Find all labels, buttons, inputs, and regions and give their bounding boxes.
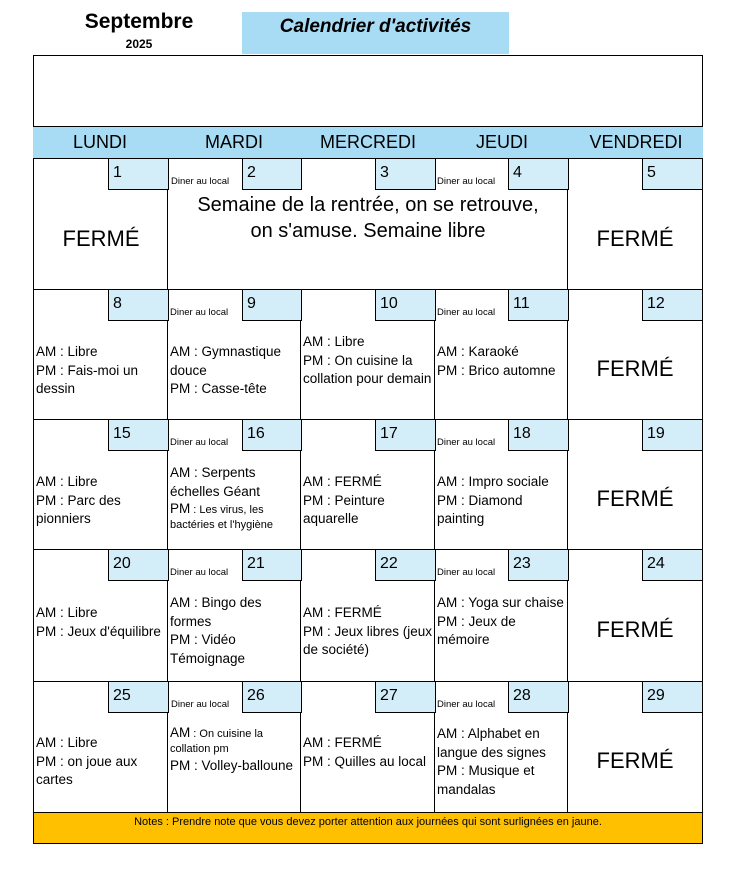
am-prefix: AM bbox=[303, 334, 324, 349]
pm-prefix: PM bbox=[437, 362, 458, 378]
calendar-title-box bbox=[242, 12, 509, 54]
day-number: 11 bbox=[508, 289, 569, 321]
am-prefix: AM bbox=[36, 605, 57, 620]
closed-label: FERMÉ bbox=[62, 226, 140, 251]
pm-activity: : Diamond painting bbox=[437, 492, 523, 526]
pm-activity: : Brico automne bbox=[457, 362, 556, 378]
am-activity: : Gymnastique douce bbox=[170, 344, 282, 378]
am-prefix: AM bbox=[170, 595, 191, 610]
pm-activity: : Parc des pionniers bbox=[36, 492, 121, 526]
am-activity: : Libre bbox=[56, 735, 98, 750]
pm-activity: : Vidéo Témoignage bbox=[170, 632, 246, 666]
weekday-header-row bbox=[33, 127, 703, 158]
am-prefix: AM bbox=[437, 474, 458, 489]
activity-text bbox=[437, 594, 565, 650]
day-number: 3 bbox=[375, 158, 436, 190]
am-prefix: AM bbox=[303, 735, 324, 750]
day-number: 12 bbox=[642, 289, 703, 321]
activity-text bbox=[437, 725, 567, 799]
weekday-wednesday: MERCREDI bbox=[319, 132, 416, 152]
day-number: 29 bbox=[642, 681, 703, 713]
pm-activity: : On cuisine la collation pour demain bbox=[303, 352, 432, 386]
pm-prefix: PM bbox=[437, 613, 458, 629]
day-number: 9 bbox=[242, 289, 302, 321]
pm-prefix: PM bbox=[303, 623, 324, 639]
am-activity: : On cuisine la collation pm bbox=[170, 728, 264, 755]
pm-activity: : Casse-tête bbox=[190, 381, 267, 396]
closed-label: FERMÉ bbox=[596, 748, 674, 773]
day-number: 17 bbox=[375, 419, 436, 451]
activity-text bbox=[437, 473, 567, 529]
weekday-friday: VENDREDI bbox=[589, 132, 683, 152]
notes-text: Notes : Prendre note que vous devez porter attention aux journées qui sont surlignées en jaune. bbox=[134, 816, 602, 828]
day-number: 1 bbox=[108, 158, 169, 190]
activity-text bbox=[170, 725, 298, 776]
am-activity: : FERMÉ bbox=[323, 735, 382, 750]
pm-prefix: PM bbox=[170, 381, 191, 396]
pm-prefix: PM bbox=[36, 492, 57, 508]
day-number: 19 bbox=[642, 419, 703, 451]
am-prefix: AM bbox=[170, 465, 191, 480]
am-prefix: AM bbox=[170, 344, 191, 359]
pm-activity: : Fais-moi un dessin bbox=[36, 362, 139, 396]
day-number: 15 bbox=[108, 419, 169, 451]
diner-label: Diner au local bbox=[437, 699, 496, 710]
activity-text bbox=[36, 734, 166, 790]
am-activity: : Bingo des formes bbox=[170, 595, 262, 629]
day-number: 2 bbox=[242, 158, 302, 190]
day-number: 25 bbox=[108, 681, 169, 713]
closed-label: FERMÉ bbox=[596, 226, 674, 251]
pm-activity: : Quilles au local bbox=[323, 753, 427, 769]
am-activity: : Karaoké bbox=[457, 344, 519, 359]
day-number: 4 bbox=[508, 158, 569, 190]
am-prefix: AM bbox=[36, 735, 57, 750]
pm-activity: : on joue aux cartes bbox=[36, 753, 138, 787]
pm-activity: : Musique et mandalas bbox=[437, 763, 535, 797]
pm-prefix: PM bbox=[36, 362, 57, 378]
activity-text bbox=[170, 343, 300, 399]
day-number: 16 bbox=[242, 419, 302, 451]
activity-text bbox=[303, 473, 433, 529]
activity-text bbox=[170, 464, 298, 533]
diner-label: Diner au local bbox=[170, 437, 229, 448]
day-number: 23 bbox=[508, 549, 569, 581]
am-activity: : Serpents échelles Géant bbox=[170, 465, 261, 499]
am-prefix: AM bbox=[303, 474, 324, 489]
am-activity: : Libre bbox=[323, 334, 365, 349]
day-number: 18 bbox=[508, 419, 569, 451]
am-activity: : Libre bbox=[56, 474, 98, 489]
calendar-title: Calendrier d'activités bbox=[279, 16, 472, 37]
am-activity: : FERMÉ bbox=[323, 605, 382, 620]
am-activity: : Libre bbox=[56, 344, 98, 359]
am-prefix: AM bbox=[437, 344, 458, 359]
am-activity: : Impro sociale bbox=[457, 474, 549, 489]
activity-text bbox=[36, 604, 166, 641]
pm-activity: : Jeux de mémoire bbox=[437, 613, 516, 647]
day-number: 26 bbox=[242, 681, 302, 713]
day-number: 22 bbox=[375, 549, 436, 581]
week1-banner bbox=[168, 192, 568, 244]
diner-label: Diner au local bbox=[171, 699, 230, 710]
am-prefix: AM bbox=[303, 605, 324, 620]
am-prefix: AM bbox=[437, 595, 458, 610]
am-activity: : Yoga sur chaise bbox=[457, 595, 564, 610]
activity-text bbox=[170, 594, 300, 668]
activity-text bbox=[303, 734, 433, 771]
pm-activity: : Jeux libres (jeux de société) bbox=[303, 623, 433, 657]
pm-activity: : Les virus, les bactéries et l'hygiène bbox=[170, 504, 273, 531]
activity-text bbox=[36, 473, 166, 529]
pm-activity: : Volley-balloune bbox=[190, 758, 294, 773]
diner-label: Diner au local bbox=[437, 437, 496, 448]
day-number: 24 bbox=[642, 549, 703, 581]
day-number: 8 bbox=[108, 289, 169, 321]
am-activity: : Libre bbox=[56, 605, 98, 620]
day-number: 27 bbox=[375, 681, 436, 713]
pm-prefix: PM bbox=[170, 632, 191, 647]
activity-text bbox=[437, 343, 565, 380]
pm-prefix: PM bbox=[437, 492, 458, 508]
pm-prefix: PM bbox=[303, 352, 324, 368]
activity-text bbox=[36, 343, 166, 399]
am-activity: : FERMÉ bbox=[323, 474, 382, 489]
pm-prefix: PM bbox=[170, 758, 191, 773]
weekday-monday: LUNDI bbox=[72, 132, 127, 152]
pm-prefix: PM bbox=[437, 763, 458, 778]
pm-prefix: PM bbox=[170, 501, 191, 516]
diner-label: Diner au local bbox=[171, 176, 230, 187]
day-number: 10 bbox=[375, 289, 436, 321]
am-activity: : Alphabet en langue des signes bbox=[437, 726, 546, 760]
pm-activity: : Peinture aquarelle bbox=[303, 492, 385, 526]
banner-line: Semaine de la rentrée, on se retrouve, bbox=[197, 194, 539, 216]
activity-text bbox=[303, 333, 433, 389]
pm-prefix: PM bbox=[303, 492, 324, 508]
pm-prefix: PM bbox=[36, 623, 57, 639]
month-title: Septembre bbox=[84, 10, 194, 33]
am-prefix: AM bbox=[170, 725, 191, 740]
closed-label: FERMÉ bbox=[596, 617, 674, 642]
day-number: 5 bbox=[642, 158, 703, 190]
banner-line: on s'amuse. Semaine libre bbox=[250, 220, 486, 242]
am-prefix: AM bbox=[437, 726, 458, 741]
closed-label: FERMÉ bbox=[596, 356, 674, 381]
header-empty-box bbox=[33, 55, 703, 127]
diner-label: Diner au local bbox=[170, 567, 229, 578]
weekday-tuesday: MARDI bbox=[205, 132, 263, 152]
activity-text bbox=[303, 604, 433, 660]
am-prefix: AM bbox=[36, 474, 57, 489]
day-number: 28 bbox=[508, 681, 569, 713]
pm-prefix: PM bbox=[303, 753, 324, 769]
weekday-thursday: JEUDI bbox=[475, 132, 528, 152]
day-number: 20 bbox=[108, 549, 169, 581]
year-label: 2025 bbox=[125, 37, 153, 51]
day-number: 21 bbox=[242, 549, 302, 581]
pm-activity: : Jeux d'équilibre bbox=[56, 623, 161, 639]
diner-label: Diner au local bbox=[170, 307, 229, 318]
am-prefix: AM bbox=[36, 344, 57, 359]
diner-label: Diner au local bbox=[437, 176, 496, 187]
diner-label: Diner au local bbox=[437, 567, 496, 578]
diner-label: Diner au local bbox=[437, 307, 496, 318]
pm-prefix: PM bbox=[36, 753, 57, 769]
notes-bar bbox=[33, 812, 703, 844]
closed-label: FERMÉ bbox=[596, 486, 674, 511]
